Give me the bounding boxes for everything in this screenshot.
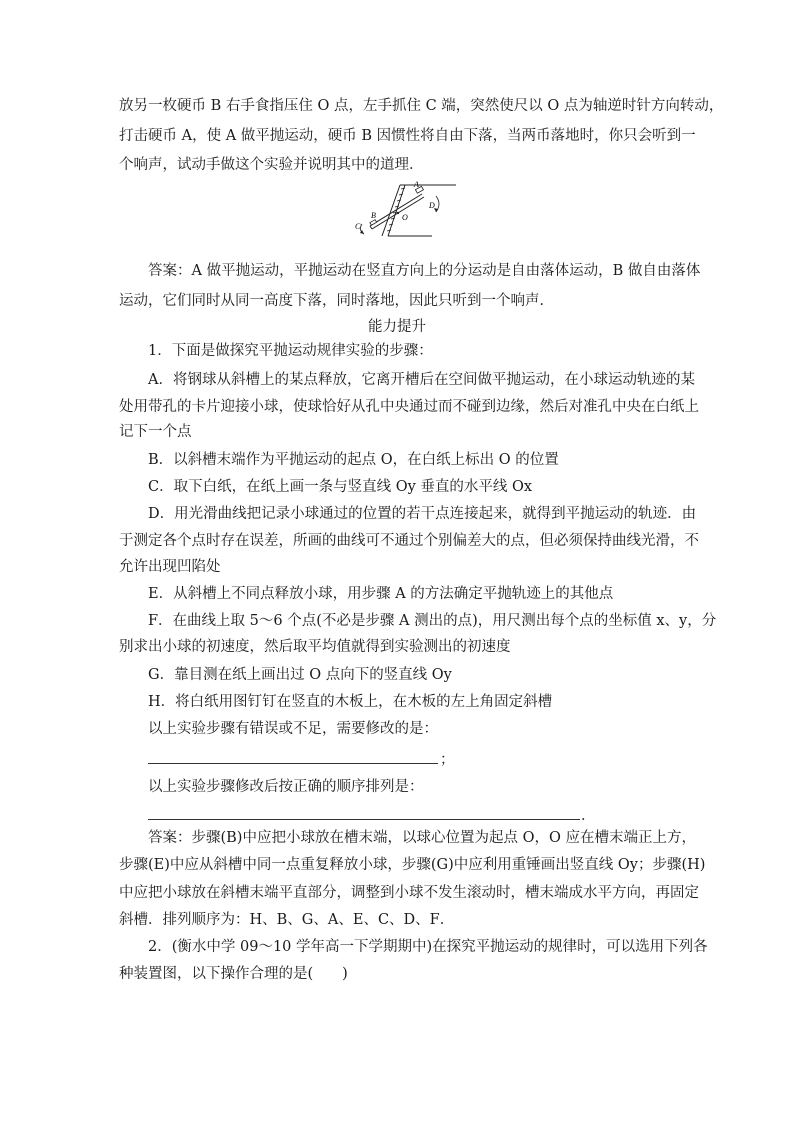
answer-line: 运动，它们同时从同一高度下落，同时落地，因此只听到一个响声． [119, 293, 554, 309]
figure-label-o: O [402, 213, 408, 222]
step-line: G．靠目测在纸上画出过 O 点向下的竖直线 Oy [148, 667, 452, 683]
question-stem: 1．下面是做探究平抛运动规律实验的步骤： [148, 343, 433, 359]
answer-blank-1[interactable] [148, 763, 438, 764]
step-line: C．取下白纸，在纸上画一条与竖直线 Oy 垂直的水平线 Ox [148, 479, 533, 495]
prompt-order-steps: 以上实验步骤修改后按正确的顺序排列是： [148, 779, 424, 795]
question-line: 2．(衡水中学 09～10 学年高一下学期期中)在探究平抛运动的规律时，可以选用下列各 [148, 939, 708, 955]
step-line: 于测定各个点时存在误差，所画的曲线可不通过个别偏差大的点，但必须保持曲线光滑，不 [119, 533, 699, 549]
step-line: F．在曲线上取 5～6 个点(不必是步骤 A 测出的点)，用尺测出每个点的坐标值 x、y，分 [148, 613, 717, 629]
step-line: A．将钢球从斜槽上的某点释放，它离开槽后在空间做平抛运动，在小球运动轨迹的某 [148, 372, 695, 388]
figure-label-a: A [414, 180, 419, 189]
step-line: B．以斜槽末端作为平抛运动的起点 O，在白纸上标出 O 的位置 [148, 452, 559, 468]
figure-label-d: D [429, 201, 435, 210]
answer-line: 答案：步骤(B)中应把小球放在槽末端，以球心位置为起点 O，O 应在槽末端正上方， [148, 830, 696, 846]
section-title: 能力提升 [368, 319, 426, 335]
step-line: 处用带孔的卡片迎接小球，使球恰好从孔中央通过而不碰到边缘，然后对准孔中央在白纸上 [119, 399, 699, 415]
intro-line: 放另一枚硬币 B 右手食指压住 O 点，左手抓住 C 端，突然使尺以 O 点为轴逆时针方向转动， [119, 98, 724, 114]
answer-line: 中应把小球放在斜槽末端平直部分，调整到小球不发生滚动时，槽末端成水平方向，再固定 [119, 885, 699, 901]
figure-label-b: B [371, 211, 376, 220]
blank-1-punct: ； [440, 752, 455, 768]
step-line: 记下一个点 [119, 424, 192, 440]
prompt-fix-steps: 以上实验步骤有错误或不足，需要修改的是： [148, 721, 438, 737]
answer-line: 步骤(E)中应从斜槽中同一点重复释放小球，步骤(G)中应利用重锤画出竖直线 Oy；步骤(H) [119, 857, 706, 873]
blank-2-punct: ． [581, 808, 596, 824]
answer-line: 答案：A 做平抛运动，平抛运动在竖直方向上的分运动是自由落体运动，B 做自由落体 [148, 263, 701, 279]
step-line: 允许出现凹陷处 [119, 559, 221, 575]
answer-line: 斜槽．排列顺序为：H、B、G、A、E、C、D、F． [119, 912, 455, 928]
coin-ruler-figure [352, 180, 462, 242]
figure-label-c: C [355, 222, 361, 231]
question-line: 种装置图，以下操作合理的是( ) [119, 966, 348, 982]
answer-blank-2[interactable] [148, 819, 580, 820]
step-line: E．从斜槽上不同点释放小球，用步骤 A 的方法确定平抛轨迹上的其他点 [148, 586, 614, 602]
step-line: H．将白纸用图钉钉在竖直的木板上，在木板的左上角固定斜槽 [148, 694, 553, 710]
intro-line: 个响声，试动手做这个实验并说明其中的道理． [119, 157, 424, 173]
intro-line: 打击硬币 A，使 A 做平抛运动，硬币 B 因惯性将自由下落，当两币落地时，你只会听到一 [119, 128, 696, 144]
step-line: 别求出小球的初速度，然后取平均值就得到实验测出的初速度 [119, 639, 511, 655]
step-line: D．用光滑曲线把记录小球通过的位置的若干点连接起来，就得到平抛运动的轨迹．由 [148, 506, 697, 522]
